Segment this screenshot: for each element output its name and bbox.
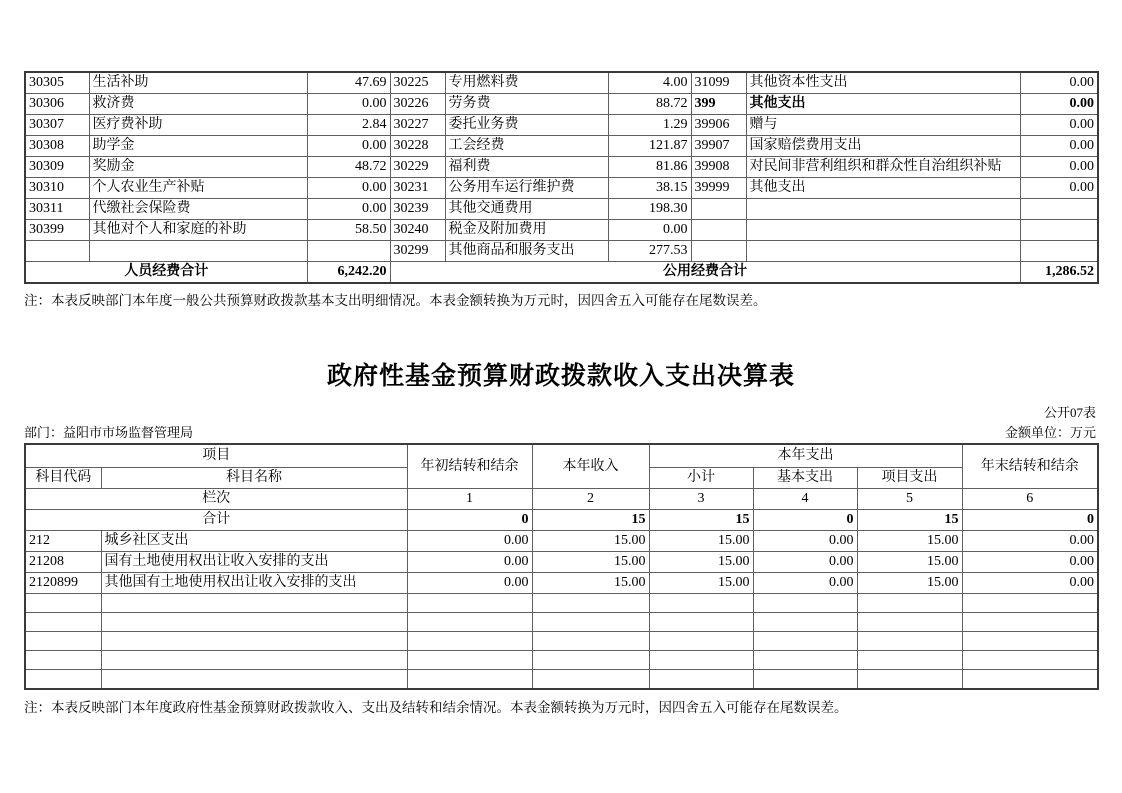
value-cell: 0.00 [608,220,691,241]
col-index: 5 [857,489,962,510]
name-cell: 税金及附加费用 [445,220,608,241]
empty-cell [857,651,962,670]
value-cell: 58.50 [307,220,390,241]
value-cell: 0.00 [753,573,857,594]
code-cell: 399 [691,94,746,115]
empty-cell [753,594,857,613]
value-cell: 0.00 [753,531,857,552]
empty-cell [307,241,390,262]
empty-cell [649,632,753,651]
empty-cell [407,651,532,670]
empty-cell [532,613,649,632]
code-cell: 30310 [25,178,89,199]
empty-row [25,651,1098,670]
empty-cell [753,632,857,651]
table-row [25,178,1098,199]
empty-cell [407,594,532,613]
empty-cell [962,670,1098,689]
table-row [25,552,1098,573]
code-cell: 30227 [390,115,445,136]
value-cell: 277.53 [608,241,691,262]
empty-cell [25,594,101,613]
personnel-total-label: 人员经费合计 [25,262,307,284]
name-cell: 委托业务费 [445,115,608,136]
header-begin-balance: 年初结转和结余 [407,444,532,489]
name-cell: 个人农业生产补贴 [89,178,307,199]
code-cell: 30226 [390,94,445,115]
total-value: 0 [407,510,532,531]
empty-cell [649,670,753,689]
value-cell: 0.00 [962,531,1098,552]
empty-row [25,594,1098,613]
empty-cell [857,670,962,689]
unit-label: 金额单位：万元 [1004,425,1096,440]
code-cell: 30399 [25,220,89,241]
name-cell: 其他国有土地使用权出让收入安排的支出 [101,573,407,594]
sheet-number: 公开07表 [1043,405,1096,420]
code-cell: 30239 [390,199,445,220]
value-cell: 81.86 [608,157,691,178]
value-cell: 0.00 [962,552,1098,573]
total-value: 0 [962,510,1098,531]
header-name: 科目名称 [101,468,407,489]
name-cell: 其他对个人和家庭的补助 [89,220,307,241]
header-code: 科目代码 [25,468,101,489]
empty-cell [1020,241,1098,262]
value-cell: 48.72 [307,157,390,178]
value-cell: 0.00 [407,531,532,552]
code-cell: 30299 [390,241,445,262]
empty-cell [753,613,857,632]
header-project: 项目 [25,444,407,468]
code-cell: 30311 [25,199,89,220]
value-cell: 0.00 [307,136,390,157]
code-cell: 30306 [25,94,89,115]
value-cell: 0.00 [753,552,857,573]
page-title: 政府性基金预算财政拨款收入支出决算表 [326,363,795,390]
empty-cell [25,651,101,670]
value-cell: 0.00 [307,178,390,199]
value-cell: 15.00 [532,552,649,573]
name-cell: 国家赔偿费用支出 [746,136,1020,157]
value-cell: 0.00 [1020,94,1098,115]
table-row [25,220,1098,241]
table-row [25,115,1098,136]
col-index: 2 [532,489,649,510]
total-row [25,510,1098,531]
table-row [25,573,1098,594]
name-cell: 救济费 [89,94,307,115]
value-cell: 15.00 [532,531,649,552]
empty-cell [753,651,857,670]
name-cell: 专用燃料费 [445,72,608,94]
empty-row [25,613,1098,632]
code-cell: 30309 [25,157,89,178]
value-cell: 15.00 [857,573,962,594]
empty-cell [691,220,746,241]
name-cell: 其他资本性支出 [746,72,1020,94]
personnel-total-value: 6,242.20 [307,262,390,284]
basic-expenditure-detail-table [24,71,1099,284]
empty-cell [407,670,532,689]
total-value: 0 [753,510,857,531]
header-end-balance: 年末结转和结余 [962,444,1098,489]
table-row [25,94,1098,115]
value-cell: 2.84 [307,115,390,136]
header-income: 本年收入 [532,444,649,489]
value-cell: 15.00 [649,552,753,573]
empty-cell [962,613,1098,632]
empty-cell [89,241,307,262]
empty-cell [101,632,407,651]
table-row [25,136,1098,157]
name-cell: 福利费 [445,157,608,178]
column-index-row [25,489,1098,510]
empty-cell [857,613,962,632]
value-cell: 1.29 [608,115,691,136]
value-cell: 198.30 [608,199,691,220]
name-cell: 劳务费 [445,94,608,115]
department-label: 部门：益阳市市场监督管理局 [24,425,194,440]
col-index: 6 [962,489,1098,510]
empty-cell [25,613,101,632]
col-index: 4 [753,489,857,510]
table1-note: 注：本表反映部门本年度一般公共预算财政拨款基本支出明细情况。本表金额转换为万元时，因四舍五入可能存在尾数误差。 [24,293,767,308]
code-cell: 31099 [691,72,746,94]
empty-cell [691,199,746,220]
table-row [25,241,1098,262]
value-cell: 0.00 [407,573,532,594]
empty-cell [746,220,1020,241]
name-cell: 赠与 [746,115,1020,136]
value-cell: 4.00 [608,72,691,94]
empty-cell [753,670,857,689]
empty-cell [25,632,101,651]
value-cell: 0.00 [1020,157,1098,178]
col-index: 1 [407,489,532,510]
name-cell: 工会经费 [445,136,608,157]
name-cell: 助学金 [89,136,307,157]
table-row [25,531,1098,552]
empty-cell [746,241,1020,262]
government-fund-budget-table [24,443,1099,690]
value-cell: 15.00 [649,531,753,552]
empty-cell [1020,199,1098,220]
value-cell: 0.00 [407,552,532,573]
public-total-value: 1,286.52 [1020,262,1098,284]
name-cell: 代缴社会保险费 [89,199,307,220]
table-row [25,72,1098,94]
value-cell: 88.72 [608,94,691,115]
empty-cell [25,241,89,262]
empty-row [25,632,1098,651]
empty-cell [962,651,1098,670]
empty-cell [25,670,101,689]
table2-meta-row [24,422,1096,441]
empty-cell [407,632,532,651]
value-cell: 0.00 [962,573,1098,594]
empty-cell [407,613,532,632]
code-cell: 39908 [691,157,746,178]
total-value: 15 [857,510,962,531]
empty-cell [101,613,407,632]
value-cell: 15.00 [857,552,962,573]
code-cell: 39906 [691,115,746,136]
empty-cell [962,594,1098,613]
name-cell: 其他交通费用 [445,199,608,220]
empty-cell [532,594,649,613]
name-cell: 对民间非营利组织和群众性自治组织补贴 [746,157,1020,178]
summary-row [25,262,1098,284]
empty-row [25,670,1098,689]
name-cell: 其他支出 [746,178,1020,199]
name-cell: 其他商品和服务支出 [445,241,608,262]
code-cell: 30225 [390,72,445,94]
code-cell: 30231 [390,178,445,199]
empty-cell [1020,220,1098,241]
table2-note: 注：本表反映部门本年度政府性基金预算财政拨款收入、支出及结转和结余情况。本表金额转换为万元时，因四舍五入可能存在尾数误差。 [24,699,848,715]
empty-cell [101,594,407,613]
header-basic: 基本支出 [753,468,857,489]
code-cell: 30228 [390,136,445,157]
value-cell: 47.69 [307,72,390,94]
code-cell: 212 [25,531,101,552]
empty-cell [649,651,753,670]
name-cell: 医疗费补助 [89,115,307,136]
table-row [25,157,1098,178]
code-cell: 30229 [390,157,445,178]
header-project-exp: 项目支出 [857,468,962,489]
name-cell: 城乡社区支出 [101,531,407,552]
name-cell: 其他支出 [746,94,1020,115]
code-cell: 30240 [390,220,445,241]
empty-cell [962,632,1098,651]
code-cell: 2120899 [25,573,101,594]
empty-cell [532,670,649,689]
code-cell: 30305 [25,72,89,94]
name-cell: 生活补助 [89,72,307,94]
code-cell: 39999 [691,178,746,199]
total-value: 15 [532,510,649,531]
code-cell: 30308 [25,136,89,157]
value-cell: 15.00 [857,531,962,552]
public-total-label: 公用经费合计 [390,262,1020,284]
empty-cell [649,613,753,632]
value-cell: 121.87 [608,136,691,157]
empty-cell [691,241,746,262]
value-cell: 38.15 [608,178,691,199]
table-row [25,199,1098,220]
value-cell: 0.00 [1020,115,1098,136]
value-cell: 15.00 [532,573,649,594]
empty-cell [857,632,962,651]
header-expense: 本年支出 [649,444,962,468]
value-cell: 0.00 [1020,72,1098,94]
code-cell: 30307 [25,115,89,136]
lanci-label: 栏次 [25,489,407,510]
name-cell: 公务用车运行维护费 [445,178,608,199]
value-cell: 0.00 [1020,136,1098,157]
col-index: 3 [649,489,753,510]
total-value: 15 [649,510,753,531]
header-row [25,444,1098,468]
empty-cell [857,594,962,613]
empty-cell [746,199,1020,220]
empty-cell [101,651,407,670]
code-cell: 21208 [25,552,101,573]
empty-cell [532,632,649,651]
empty-cell [101,670,407,689]
empty-cell [649,594,753,613]
value-cell: 0.00 [1020,178,1098,199]
total-label: 合计 [25,510,407,531]
value-cell: 0.00 [307,94,390,115]
code-cell: 39907 [691,136,746,157]
header-subtotal: 小计 [649,468,753,489]
value-cell: 0.00 [307,199,390,220]
name-cell: 奖励金 [89,157,307,178]
value-cell: 15.00 [649,573,753,594]
name-cell: 国有土地使用权出让收入安排的支出 [101,552,407,573]
empty-cell [532,651,649,670]
